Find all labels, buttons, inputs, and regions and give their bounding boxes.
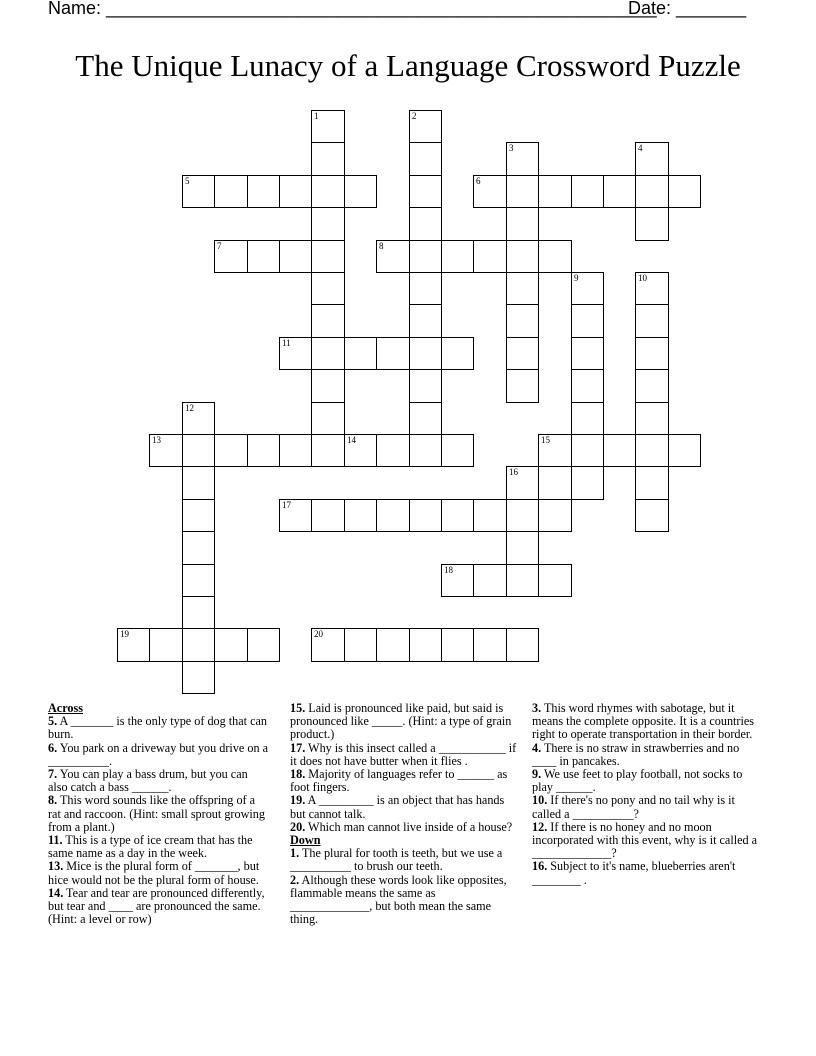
grid-cell[interactable] [409, 402, 442, 435]
grid-cell[interactable] [409, 110, 442, 143]
cell-number: 13 [152, 435, 161, 445]
grid-cell[interactable] [311, 110, 345, 143]
grid-cell[interactable] [571, 369, 604, 403]
grid-cell[interactable] [311, 175, 345, 208]
clue-across-17: 17. Why is this insect called a ___________ if it does not have butter when it flies . [290, 740, 517, 768]
grid-cell[interactable] [247, 434, 280, 467]
down-heading: Down [290, 833, 321, 848]
clue-across-7: 7. You can play a bass drum, but you can also catch a bass ______. [48, 767, 248, 795]
grid-cell[interactable] [506, 207, 539, 241]
grid-cell[interactable] [473, 175, 507, 208]
grid-cell[interactable] [376, 628, 410, 662]
cell-number: 19 [120, 629, 129, 639]
grid-cell[interactable] [571, 175, 604, 208]
grid-cell[interactable] [311, 272, 345, 305]
clue-down-2: 2. Although these words look like opposites, flammable means the same as _____________, but both mean the same thing. [290, 872, 507, 927]
grid-cell[interactable] [117, 628, 150, 662]
grid-cell[interactable] [344, 499, 377, 532]
grid-cell[interactable] [441, 499, 474, 532]
grid-cell[interactable] [441, 337, 474, 370]
grid-cell[interactable] [635, 207, 669, 241]
grid-cell[interactable] [571, 402, 604, 435]
cell-number: 3 [509, 143, 514, 153]
grid-cell[interactable] [635, 272, 669, 305]
grid-cell[interactable] [635, 499, 669, 532]
grid-cell[interactable] [376, 434, 410, 467]
grid-cell[interactable] [571, 304, 604, 338]
grid-cell[interactable] [635, 402, 669, 435]
clue-down-9: 9. We use feet to play football, not socks to play ______. [532, 767, 743, 795]
cell-number: 8 [379, 241, 384, 251]
grid-cell[interactable] [182, 596, 215, 629]
grid-cell[interactable] [182, 628, 215, 662]
grid-cell[interactable] [311, 207, 345, 241]
grid-cell[interactable] [376, 240, 410, 273]
grid-cell[interactable] [311, 402, 345, 435]
grid-cell[interactable] [506, 531, 539, 565]
grid-cell[interactable] [409, 499, 442, 532]
grid-cell[interactable] [538, 434, 572, 467]
cell-number: 12 [185, 403, 194, 413]
name-field-label[interactable]: Name: _______________________________________________________ [48, 0, 657, 18]
grid-cell[interactable] [311, 337, 345, 370]
grid-cell[interactable] [506, 337, 539, 370]
cell-number: 15 [541, 435, 550, 445]
grid-cell[interactable] [668, 434, 701, 467]
grid-cell[interactable] [506, 499, 539, 532]
clue-down-1: 1. The plural for tooth is teeth, but we use a __________ to brush our teeth. [290, 846, 503, 874]
clue-across-13: 13. Mice is the plural form of _______, but hice would not be the plural form of house. [48, 859, 260, 887]
grid-cell[interactable] [635, 466, 669, 500]
grid-cell[interactable] [311, 628, 345, 662]
grid-cell[interactable] [441, 434, 474, 467]
grid-cell[interactable] [182, 434, 215, 467]
clue-across-19: 19. A _________ is an object that has hands but cannot talk. [290, 793, 505, 821]
grid-cell[interactable] [279, 240, 312, 273]
grid-cell[interactable] [506, 240, 539, 273]
grid-cell[interactable] [506, 466, 539, 500]
grid-cell[interactable] [214, 628, 248, 662]
grid-cell[interactable] [279, 175, 312, 208]
grid-cell[interactable] [279, 499, 312, 532]
clue-column-3 [532, 702, 764, 887]
grid-cell[interactable] [311, 142, 345, 176]
clue-down-16: 16. Subject to it's name, blueberries aren't ________ . [532, 859, 736, 887]
cell-number: 5 [185, 176, 190, 186]
grid-cell[interactable] [473, 499, 507, 532]
grid-cell[interactable] [506, 142, 539, 176]
clue-across-15: 15. Laid is pronounced like paid, but said is pronounced like _____. (Hint: a type of grain product.) [290, 701, 512, 742]
clue-down-12: 12. If there is no honey and no moon incorporated with this event, why is it called a _____________? [532, 819, 758, 861]
clue-across-8: 8. This word sounds like the offspring of a rat and raccoon. (Hint: small sprout growing from a plant.) [48, 793, 265, 834]
grid-cell[interactable] [182, 564, 215, 597]
cell-number: 20 [314, 629, 323, 639]
grid-cell[interactable] [506, 175, 539, 208]
grid-cell[interactable] [214, 240, 248, 273]
cell-number: 9 [574, 273, 579, 283]
clue-across-14: 14. Tear and tear are pronounced differently, but tear and ____ are pronounced the same. (Hint: a level or row) [48, 885, 265, 927]
grid-cell[interactable] [668, 175, 701, 208]
grid-cell[interactable] [182, 531, 215, 565]
grid-cell[interactable] [538, 240, 572, 273]
grid-cell[interactable] [538, 564, 572, 597]
grid-cell[interactable] [279, 434, 312, 467]
grid-cell[interactable] [182, 466, 215, 500]
grid-cell[interactable] [182, 661, 215, 694]
grid-cell[interactable] [635, 434, 669, 467]
cell-number: 16 [509, 467, 518, 477]
grid-cell[interactable] [311, 434, 345, 467]
grid-cell[interactable] [376, 337, 410, 370]
grid-cell[interactable] [506, 564, 539, 597]
clue-across-11: 11. This is a type of ice cream that has the same name as a day in the week. [48, 833, 253, 861]
cell-number: 14 [347, 435, 356, 445]
clue-column-2 [290, 702, 520, 926]
clue-across-5: 5. A _______ is the only type of dog that can burn. [48, 714, 268, 742]
grid-cell[interactable] [344, 337, 377, 370]
cell-number: 11 [282, 338, 291, 348]
grid-cell[interactable] [409, 207, 442, 241]
cell-number: 17 [282, 500, 291, 510]
grid-cell[interactable] [344, 175, 377, 208]
grid-cell[interactable] [571, 466, 604, 500]
grid-cell[interactable] [571, 272, 604, 305]
cell-number: 1 [314, 111, 319, 121]
grid-cell[interactable] [603, 434, 636, 467]
cell-number: 4 [638, 143, 643, 153]
clue-column-1 [48, 702, 270, 926]
grid-cell[interactable] [409, 337, 442, 370]
grid-cell[interactable] [214, 175, 248, 208]
clue-across-6: 6. You park on a driveway but you drive on a __________. [48, 740, 269, 768]
grid-cell[interactable] [409, 628, 442, 662]
clue-across-20: 20. Which man cannot live inside of a house? [290, 819, 513, 834]
grid-cell[interactable] [473, 564, 507, 597]
grid-cell[interactable] [311, 304, 345, 338]
grid-cell[interactable] [441, 628, 474, 662]
cell-number: 10 [638, 273, 647, 283]
grid-cell[interactable] [311, 369, 345, 403]
grid-cell[interactable] [182, 175, 215, 208]
grid-cell[interactable] [506, 628, 539, 662]
grid-cell[interactable] [409, 240, 442, 273]
grid-cell[interactable] [214, 434, 248, 467]
grid-cell[interactable] [473, 240, 507, 273]
grid-cell[interactable] [506, 272, 539, 305]
grid-cell[interactable] [441, 564, 474, 597]
grid-cell[interactable] [182, 402, 215, 435]
grid-cell[interactable] [635, 304, 669, 338]
grid-cell[interactable] [409, 175, 442, 208]
grid-cell[interactable] [409, 434, 442, 467]
grid-cell[interactable] [409, 142, 442, 176]
grid-cell[interactable] [344, 434, 377, 467]
grid-cell[interactable] [311, 240, 345, 273]
grid-cell[interactable] [506, 369, 539, 403]
puzzle-title: The Unique Lunacy of a Language Crossword Puzzle [75, 48, 741, 83]
grid-cell[interactable] [247, 628, 280, 662]
grid-cell[interactable] [635, 142, 669, 176]
grid-cell[interactable] [409, 369, 442, 403]
grid-cell[interactable] [635, 369, 669, 403]
grid-cell[interactable] [247, 240, 280, 273]
cell-number: 6 [476, 176, 481, 186]
grid-cell[interactable] [376, 499, 410, 532]
across-heading: Across [48, 701, 83, 715]
cell-number: 7 [217, 241, 222, 251]
grid-cell[interactable] [182, 499, 215, 532]
grid-cell[interactable] [149, 434, 183, 467]
grid-cell[interactable] [409, 304, 442, 338]
grid-cell[interactable] [473, 628, 507, 662]
grid-cell[interactable] [279, 337, 312, 370]
grid-cell[interactable] [538, 499, 572, 532]
date-field-label[interactable]: Date: _______ [628, 0, 747, 18]
clue-down-10: 10. If there's no pony and no tail why is it called a __________? [532, 793, 735, 821]
grid-cell[interactable] [603, 175, 636, 208]
grid-cell[interactable] [409, 272, 442, 305]
grid-cell[interactable] [506, 304, 539, 338]
grid-cell[interactable] [311, 499, 345, 532]
grid-cell[interactable] [571, 337, 604, 370]
grid-cell[interactable] [344, 628, 377, 662]
grid-cell[interactable] [635, 175, 669, 208]
grid-cell[interactable] [247, 175, 280, 208]
cell-number: 18 [444, 565, 453, 575]
grid-cell[interactable] [441, 240, 474, 273]
grid-cell[interactable] [571, 434, 604, 467]
clue-down-3: 3. This word rhymes with sabotage, but it means the complete opposite. It is a countries right to operate transportation in their border. [532, 701, 755, 742]
grid-cell[interactable] [538, 175, 572, 208]
clue-across-18: 18. Majority of languages refer to ______ as foot fingers. [290, 767, 508, 795]
clue-down-4: 4. There is no straw in strawberries and no ____ in pancakes. [532, 740, 740, 768]
grid-cell[interactable] [635, 337, 669, 370]
grid-cell[interactable] [149, 628, 183, 662]
cell-number: 2 [412, 111, 417, 121]
